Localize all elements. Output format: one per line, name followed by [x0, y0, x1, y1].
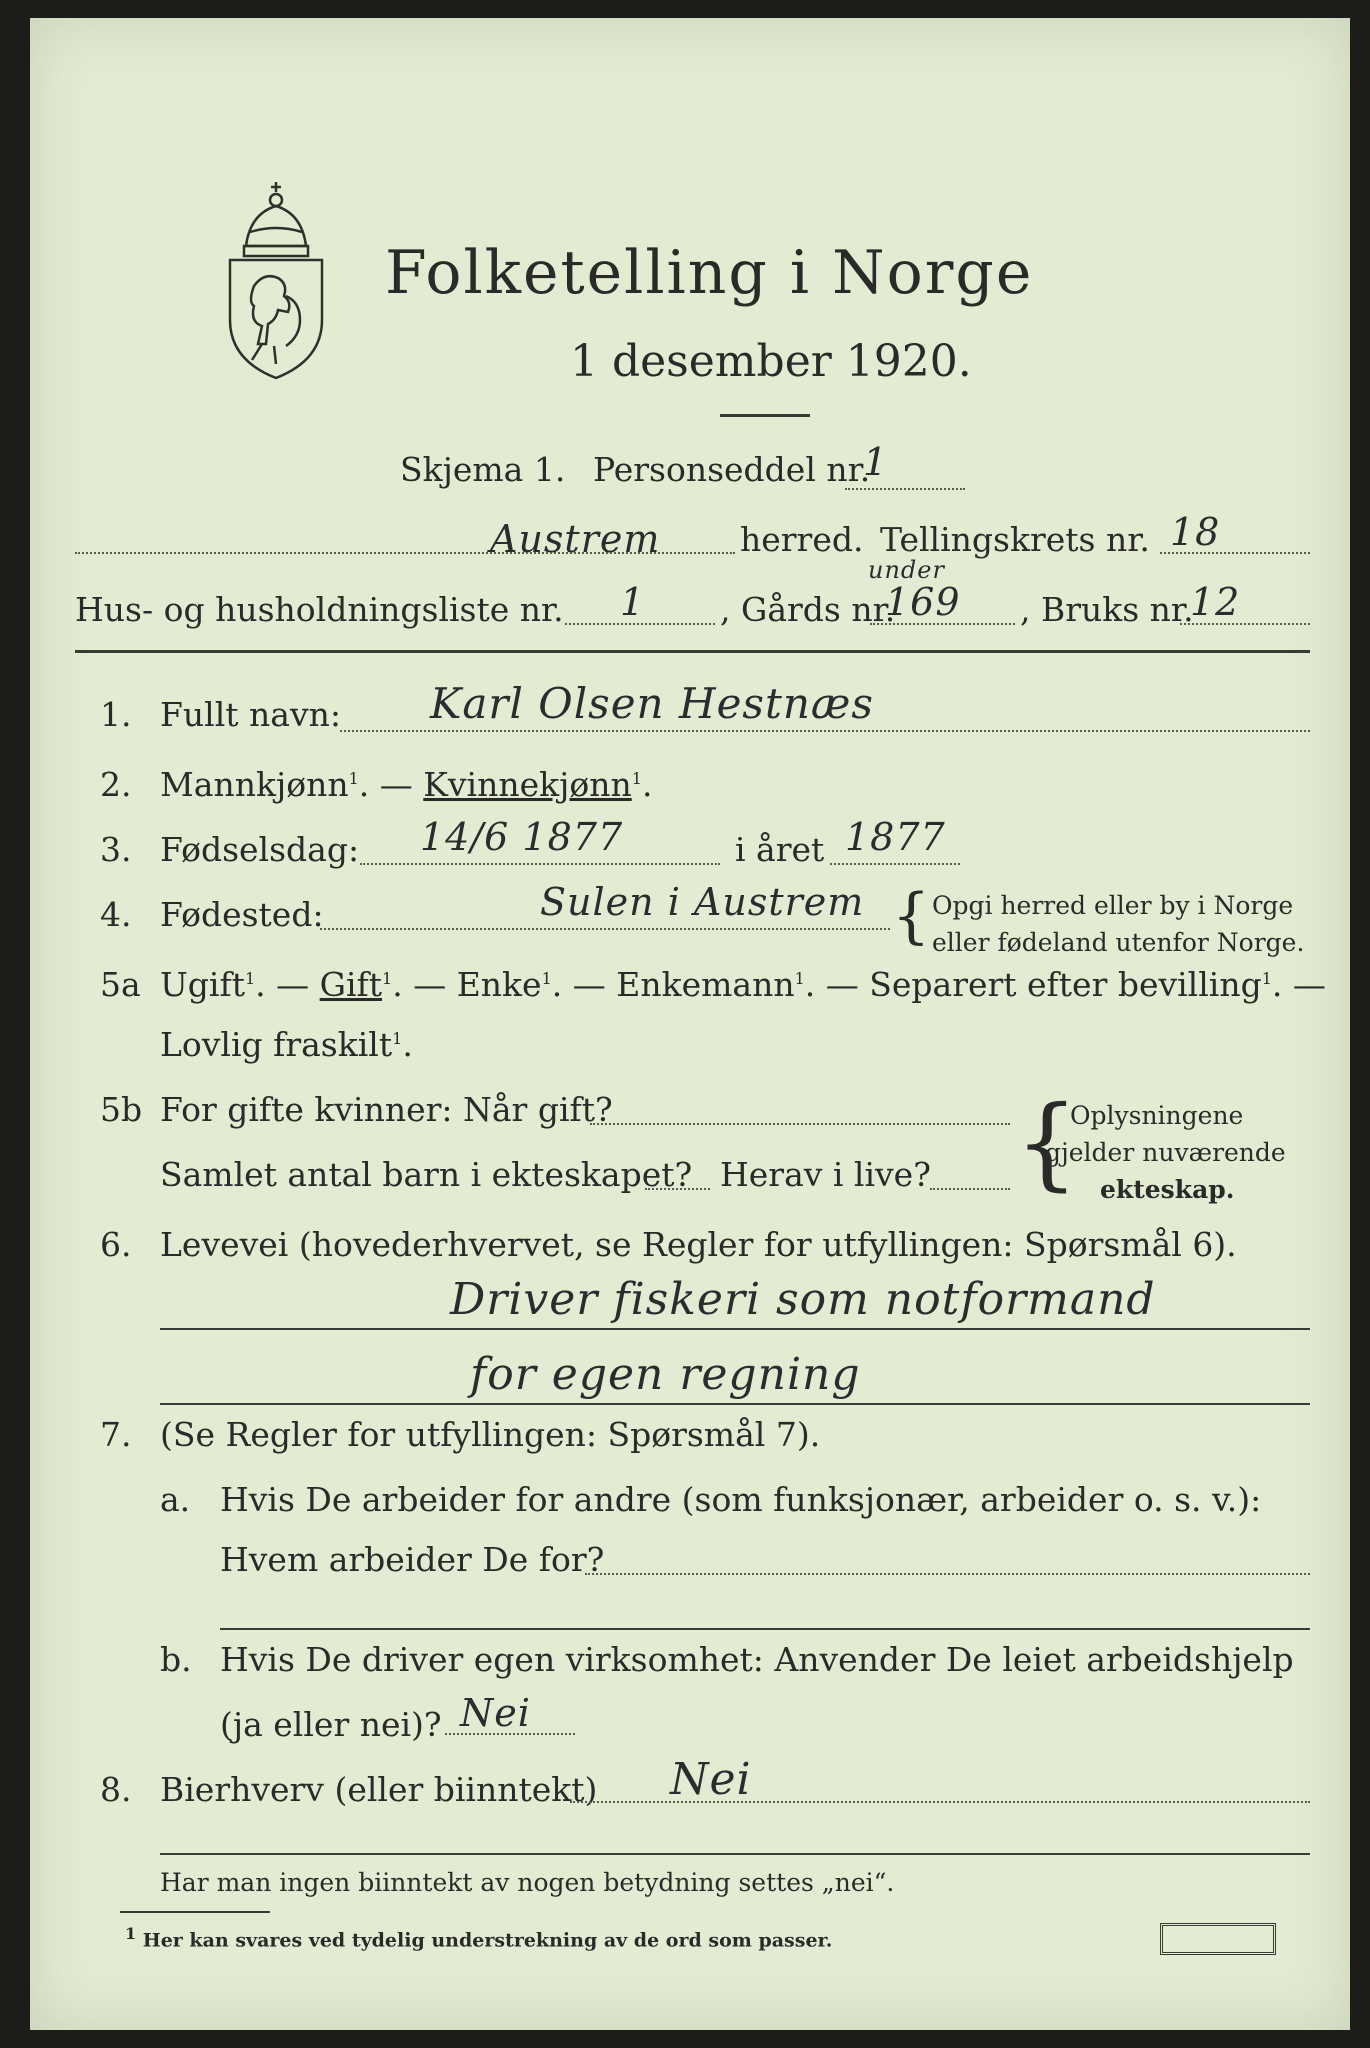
q6-value-line1: Driver fiskeri som notformand	[450, 1274, 1156, 1325]
q4-label: Fødested:	[160, 895, 324, 934]
husliste-label: Hus- og husholdningsliste nr.	[75, 590, 564, 629]
bruks-value: 12	[1190, 580, 1241, 624]
q5b-line2	[645, 1188, 710, 1190]
form-subtitle: 1 desember 1920.	[570, 336, 972, 387]
q7a-line2: Hvem arbeider De for?	[220, 1540, 605, 1579]
q1-value: Karl Olsen Hestnæs	[430, 679, 874, 728]
tellingskrets-line	[1160, 552, 1310, 554]
q6-line2	[160, 1403, 1310, 1405]
title-divider	[720, 414, 810, 417]
q8-line	[570, 1801, 1310, 1803]
q8-label: Bierhverv (eller biinntekt)	[160, 1770, 598, 1809]
q5a-sup-6: 1	[392, 1029, 403, 1048]
q3-label: Fødselsdag:	[160, 830, 360, 869]
q6-number: 6.	[100, 1225, 132, 1264]
q2-sep: . —	[358, 765, 424, 804]
footnote-rule	[120, 1911, 270, 1913]
q6-line1	[160, 1328, 1310, 1330]
q5a-sep-2: . —	[392, 965, 457, 1004]
footnote	[125, 1926, 832, 1950]
q4-line	[320, 928, 890, 930]
footnote-mark: 1	[125, 1924, 137, 1943]
q2-female-label: Kvinnekjønn	[423, 765, 632, 804]
q7-number: 7.	[100, 1415, 132, 1454]
q1-number: 1.	[100, 695, 132, 734]
q6-label: Levevei (hovederhvervet, se Regler for utfyllingen: Spørsmål 6).	[160, 1225, 1237, 1264]
tellingskrets-label: Tellingskrets nr.	[880, 520, 1150, 559]
q5a-fraskilt: Lovlig fraskilt	[160, 1025, 393, 1064]
q5a-sup-3: 1	[541, 969, 552, 988]
q5b-note-line2: gjelder nuværende	[1045, 1138, 1286, 1167]
printer-stamp	[1160, 1923, 1276, 1955]
q5b-label3: Herav i live?	[720, 1155, 931, 1194]
q5a-sep-1: . —	[255, 965, 320, 1004]
q8-number: 8.	[100, 1770, 132, 1809]
skjema-label: Skjema 1.	[400, 450, 566, 489]
q7a-letter: a.	[160, 1480, 191, 1519]
q6-value-line2: for egen regning	[470, 1349, 861, 1400]
q4-number: 4.	[100, 895, 132, 934]
q1-label: Fullt navn:	[160, 695, 341, 734]
q4-brace: {	[892, 881, 931, 951]
husliste-value: 1	[620, 580, 646, 624]
q5b-brace: {	[1015, 1084, 1079, 1201]
q3-year-value: 1877	[845, 815, 946, 859]
q2-number: 2.	[100, 765, 132, 804]
q7b-line1: Hvis De driver egen virksomhet: Anvender De leiet arbeidshjelp	[220, 1640, 1294, 1679]
q3-value: 14/6 1877	[420, 815, 624, 859]
personseddel-label: Personseddel nr.	[593, 450, 871, 489]
q5b-number: 5b	[100, 1090, 143, 1129]
q5a-line2	[160, 1025, 413, 1064]
footnote-text: Her kan svares ved tydelig understrekning av de ord som passer.	[142, 1929, 833, 1952]
q8-value: Nei	[670, 1754, 752, 1805]
husliste-line	[565, 623, 715, 625]
q5a-ugift: Ugift	[160, 965, 245, 1004]
q5a-sup-4: 1	[794, 969, 805, 988]
personseddel-line	[845, 488, 965, 490]
q5a-sep-3: . —	[551, 965, 617, 1004]
q2-end: .	[641, 765, 653, 804]
q5a-enkemann: Enkemann	[616, 965, 795, 1004]
q1-line	[340, 730, 1310, 732]
q7b-value: Nei	[460, 1691, 531, 1735]
q3-line	[360, 863, 720, 865]
q2-male-sup: 1	[348, 769, 359, 788]
q2-text	[160, 765, 653, 804]
footer-note: Har man ingen biinntekt av nogen betydning settes „nei“.	[160, 1868, 895, 1897]
q5b-line1	[590, 1123, 1010, 1125]
q5a-enke: Enke	[456, 965, 542, 1004]
norwegian-coat-of-arms-icon	[216, 176, 336, 386]
tellingskrets-value: 18	[1170, 510, 1221, 554]
gards-note: under	[868, 556, 945, 584]
q5a-sup-5: 1	[1261, 969, 1272, 988]
q5a-sup-2: 1	[382, 969, 393, 988]
q5a-sup-1: 1	[244, 969, 256, 988]
gards-line	[870, 623, 1015, 625]
gards-label: , Gårds nr.	[720, 590, 896, 629]
gards-value: 169	[885, 580, 961, 624]
q4-note-line1: Opgi herred eller by i Norge	[932, 891, 1294, 920]
q2-male-label: Mannkjønn	[160, 765, 349, 804]
q4-note-line2: eller fødeland utenfor Norge.	[932, 928, 1305, 957]
q4-value: Sulen i Austrem	[540, 880, 865, 924]
q5a-sep-5: . —	[1271, 965, 1326, 1004]
q7a-line-answer2	[220, 1628, 1310, 1630]
q3-year-label: i året	[735, 830, 825, 869]
herred-line	[75, 552, 735, 554]
q5b-label1: For gifte kvinner: Når gift?	[160, 1090, 613, 1129]
q5a-sep-4: . —	[804, 965, 870, 1004]
q5a-end: .	[402, 1025, 413, 1064]
q2-female-sup: 1	[631, 769, 642, 788]
herred-value: Austrem	[490, 517, 661, 561]
form-title: Folketelling i Norge	[385, 238, 1034, 308]
q5a-gift: Gift	[319, 965, 383, 1004]
bruks-label: , Bruks nr.	[1020, 590, 1194, 629]
q5b-label2: Samlet antal barn i ekteskapet?	[160, 1155, 693, 1194]
header-rule	[75, 650, 1310, 653]
q3-year-line	[830, 863, 960, 865]
personseddel-value: 1	[863, 440, 889, 484]
q7b-line	[445, 1733, 575, 1735]
q7-label: (Se Regler for utfyllingen: Spørsmål 7).	[160, 1415, 821, 1454]
q5b-note-line3: ekteskap.	[1100, 1175, 1235, 1204]
q3-number: 3.	[100, 830, 132, 869]
census-form-page	[30, 18, 1350, 2030]
q5b-note-line1: Oplysningene	[1070, 1101, 1244, 1130]
q5a-number: 5a	[100, 965, 141, 1004]
q7b-letter: b.	[160, 1640, 192, 1679]
q8-line-extra	[160, 1853, 1310, 1855]
herred-label: herred.	[740, 520, 864, 559]
bruks-line	[1180, 623, 1310, 625]
q7a-line-answer1	[585, 1573, 1310, 1575]
q5b-line3	[930, 1188, 1010, 1190]
q7a-line1: Hvis De arbeider for andre (som funksjonær, arbeider o. s. v.):	[220, 1480, 1262, 1519]
q7b-line2: (ja eller nei)?	[220, 1705, 442, 1744]
q5a-line1	[160, 965, 1326, 1004]
q5a-separert: Separert efter bevilling	[869, 965, 1262, 1004]
